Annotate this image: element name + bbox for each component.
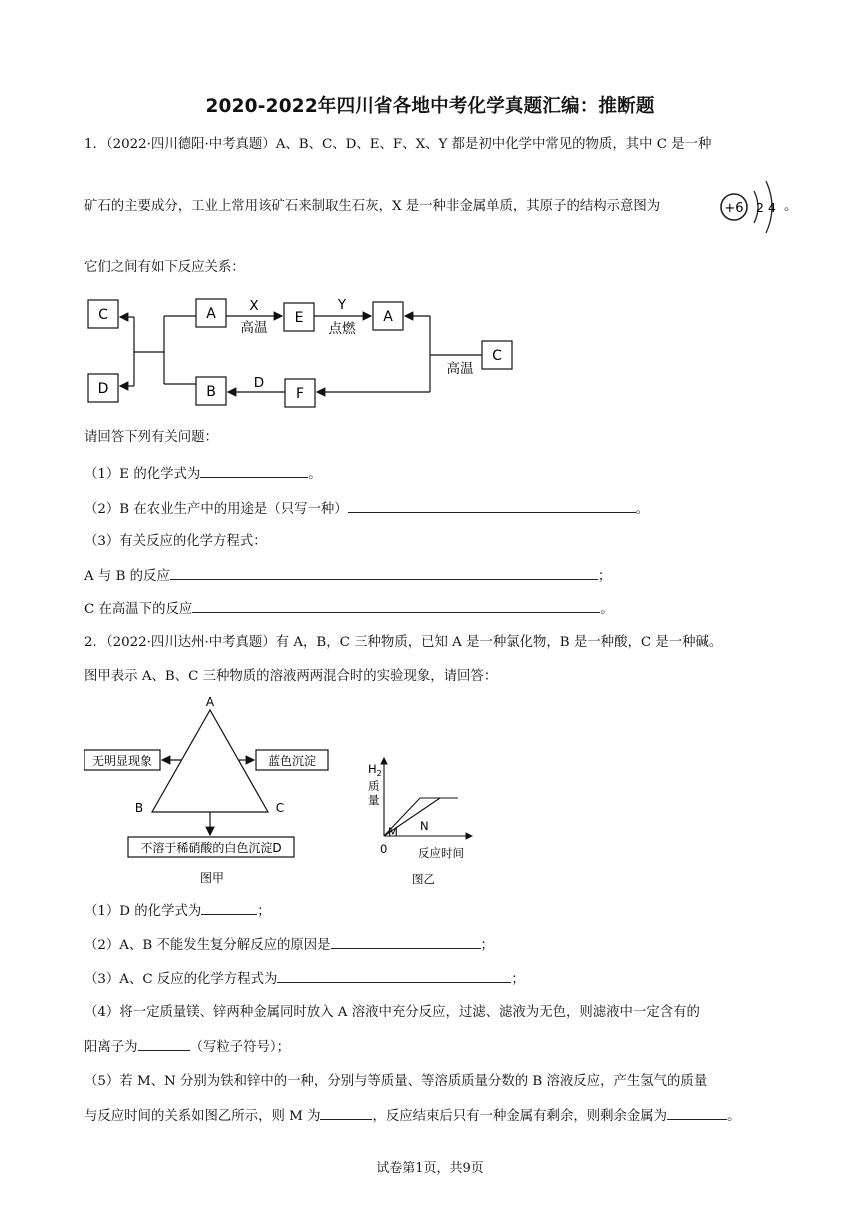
- label-x: X: [249, 298, 259, 314]
- answer-blank[interactable]: [667, 1107, 727, 1120]
- box-c-left-label: C: [98, 307, 108, 323]
- q1-line3: 它们之间有如下反应关系：: [84, 260, 245, 275]
- q2-sub1-text: （1）D 的化学式为: [84, 904, 202, 919]
- label-y: Y: [337, 297, 347, 313]
- q1-sub2: [84, 500, 649, 519]
- label-gaowen-2: 高温: [446, 361, 474, 377]
- semicolon: ；: [480, 938, 494, 953]
- box-a-top-label: A: [206, 306, 216, 322]
- q1-sub1-text: （1）E 的化学式为: [84, 467, 201, 482]
- label-white-precipitate: 不溶于稀硝酸的白色沉淀D: [140, 841, 282, 855]
- period: 。: [308, 467, 322, 482]
- label-m: M: [388, 825, 398, 839]
- q2-sub4-line1: （4）将一定质量镁、锌两种金属同时放入 A 溶液中充分反应，过滤、滤液为无色，则滤液中一定含有的: [84, 1005, 700, 1020]
- triangle: [152, 710, 268, 812]
- answer-blank[interactable]: [138, 1038, 190, 1051]
- caption-yi: 图乙: [412, 872, 435, 886]
- q2-line1: 2．（2022·四川达州·中考真题）有 A，B，C 三种物质，已知 A 是一种氯化物，B 是一种酸，C 是一种碱。: [84, 635, 723, 650]
- q2-sub5-text-b: ，反应结束后只有一种金属有剩余，则剩余金属为: [372, 1109, 668, 1124]
- period: 。: [727, 1109, 741, 1124]
- semicolon: ；: [597, 569, 612, 584]
- q1-sub3b-text: C 在高温下的反应: [84, 602, 193, 617]
- page-title: 2020-2022年四川省各地中考化学真题汇编：推断题: [205, 96, 655, 117]
- q2-sub2-text: （2）A、B 不能发生复分解反应的原因是: [84, 938, 331, 953]
- label-dianran: 点燃: [328, 321, 356, 337]
- answer-blank[interactable]: [320, 1107, 372, 1120]
- q2-sub3-text: （3）A、C 反应的化学方程式为: [84, 972, 278, 987]
- period: 。: [600, 602, 614, 617]
- ylabel-mass-2: 量: [368, 793, 380, 807]
- answer-blank[interactable]: [201, 902, 257, 915]
- q2-sub4-text-a: 阳离子为: [84, 1040, 138, 1055]
- q1-sub3a: [84, 567, 611, 586]
- q2-line2: 图甲表示 A、B、C 三种物质的溶液两两混合时的实验现象，请回答：: [84, 669, 498, 684]
- ylabel-mass-1: 质: [368, 779, 380, 793]
- label-d: D: [253, 375, 265, 391]
- answer-blank[interactable]: [200, 465, 308, 478]
- page-footer: 试卷第1页，共9页: [376, 1161, 484, 1176]
- q1-sub3a-text: A 与 B 的反应: [84, 569, 170, 584]
- caption-jia: 图甲: [199, 871, 225, 885]
- q2-sub1: [84, 902, 271, 921]
- q1-sub1: [84, 465, 322, 484]
- answer-blank[interactable]: [170, 567, 598, 580]
- vertex-c: C: [275, 801, 285, 815]
- q1-sub2-text: （2）B 在农业生产中的用途是（只写一种）: [84, 502, 348, 517]
- shell-2-electrons: 4: [768, 200, 776, 215]
- answer-blank[interactable]: [331, 936, 481, 949]
- shell-1-electrons: 2: [756, 200, 764, 215]
- box-a-right-label: A: [383, 309, 393, 325]
- xlabel: 反应时间: [418, 846, 464, 860]
- box-d-left-label: D: [97, 381, 109, 397]
- figure-yi: [362, 752, 482, 892]
- box-f-label: F: [295, 386, 305, 402]
- box-c-right-label: C: [492, 348, 502, 364]
- semicolon: ；: [511, 972, 525, 987]
- label-n: N: [420, 819, 429, 833]
- answer-blank[interactable]: [277, 970, 511, 983]
- label-blue-precipitate: 蓝色沉淀: [267, 754, 317, 768]
- q2-sub5-text-a: 与反应时间的关系如图乙所示，则 M 为: [84, 1109, 321, 1124]
- q1-line2-period: 。: [784, 199, 798, 214]
- ylabel-h: $H_2$: [368, 762, 382, 778]
- semicolon: ；: [257, 904, 271, 919]
- q2-sub4-line2: [84, 1038, 290, 1057]
- vertex-a: A: [205, 695, 215, 709]
- answer-blank[interactable]: [192, 600, 600, 613]
- q1-line2: 矿石的主要成分，工业上常用该矿石来制取生石灰，X 是一种非金属单质，其原子的结构示意图为: [84, 199, 661, 214]
- box-e-label: E: [294, 310, 304, 326]
- q2-sub3: [84, 970, 525, 989]
- nucleus-charge: +6: [724, 201, 744, 216]
- label-gaowen-1: 高温: [240, 320, 268, 336]
- vertex-b: B: [134, 801, 144, 815]
- q2-sub2: [84, 936, 494, 955]
- figure-jia: [84, 694, 344, 894]
- q2-sub4-text-b: （写粒子符号）；: [189, 1040, 290, 1055]
- atom-structure-diagram: [714, 167, 786, 245]
- label-no-phenomenon: 无明显现象: [91, 754, 153, 768]
- box-b-label: B: [206, 384, 216, 400]
- answer-blank[interactable]: [348, 500, 636, 513]
- origin-label: 0: [380, 842, 388, 856]
- q2-sub5-line1: （5）若 M、N 分别为铁和锌中的一种，分别与等质量、等溶质质量分数的 B 溶液反应，产生氢气的质量: [84, 1074, 708, 1089]
- period: 。: [635, 502, 650, 517]
- q1-sub3b: [84, 600, 614, 619]
- q1-line1: 1．（2022·四川德阳·中考真题）A、B、C、D、E、F、X、Y 都是初中化学中常见的物质，其中 C 是一种: [84, 137, 712, 152]
- reaction-diagram: [84, 288, 524, 412]
- q2-sub5-line2: [84, 1107, 740, 1126]
- q1-sub3: （3）有关反应的化学方程式：: [84, 534, 267, 549]
- q1-prompt: 请回答下列有关问题：: [84, 430, 218, 445]
